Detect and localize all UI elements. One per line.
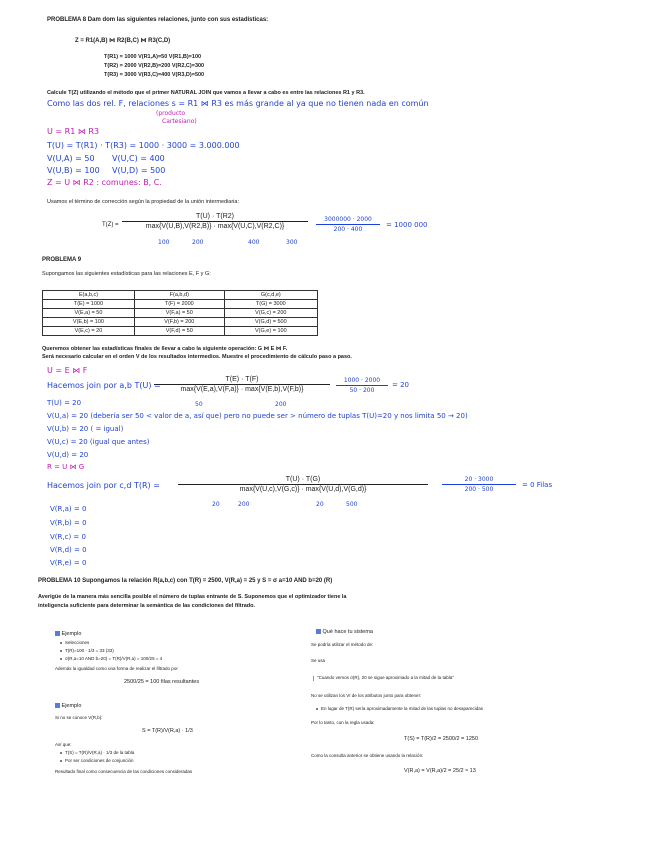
problem-9-title: PROBLEMA 9 xyxy=(42,257,82,263)
right-section-heading: Qué hace tu sistema xyxy=(316,629,373,635)
handwritten-line: Hacemos join por c,d T(R) = xyxy=(47,481,160,490)
handwritten-note: (producto xyxy=(156,110,186,117)
problem-9-question: Queremos obtener las estadísticas finales de llevar a cabo la siguiente operación: G ⋈ E ⋈ F. xyxy=(42,346,288,352)
handwritten-line: U = R1 ⋈ R3 xyxy=(47,127,100,136)
document-icon xyxy=(55,703,60,708)
handwritten-line: R = U ⋈ G xyxy=(47,463,85,471)
table-row: V(E,b) = 100 V(F,b) = 200 V(G,d) = 500 xyxy=(43,318,318,327)
handwritten-line: V(U,B) = 100 xyxy=(47,166,100,175)
statistics-table xyxy=(42,290,318,336)
left-list-item: Selecciones xyxy=(60,641,89,646)
left-value: 2500/25 = 100 filas resultantes xyxy=(124,679,200,685)
left-section-heading: Ejemplo xyxy=(55,703,81,709)
underline-value: 50 xyxy=(195,401,203,408)
handwritten-line: V(R,a) = 0 xyxy=(50,505,87,513)
right-label: Se usa xyxy=(311,658,326,663)
stats-r2: T(R2) = 2000 V(R2,B)=200 V(R2,C)=300 xyxy=(104,63,205,69)
formula-intro: Usamos el término de corrección según la propiedad de la unión intermediaria: xyxy=(47,199,239,205)
right-quote: "Cuando vemos σ(R), 20 se sigue aproximado a la mitad de la tabla" xyxy=(313,676,454,681)
formula-result-fraction: 20 · 3000 200 · 500 xyxy=(442,476,516,493)
handwritten-line: V(R,d) = 0 xyxy=(50,546,87,554)
right-intro: Se podría utilizar el método de: xyxy=(311,642,374,647)
right-note: No se utilizan los VI de los atributos junto para obtener: xyxy=(311,693,422,698)
formula-result: = 20 xyxy=(392,381,409,389)
handwritten-line: T(U) = T(R1) · T(R3) = 1000 · 3000 = 3.000.000 xyxy=(47,141,240,150)
formula-fraction: T(U) · T(G) max{V(U,c),V(G,c)} · max{V(U,d),V(G,d)} xyxy=(178,476,428,493)
table-row: T(E) = 1000 T(F) = 2000 T(G) = 3000 xyxy=(43,300,318,309)
right-calc-label: Por lo tanto, con la regla usada: xyxy=(311,720,375,725)
handwritten-line: V(R,b) = 0 xyxy=(50,519,87,527)
formula-result: = 1000 000 xyxy=(386,221,428,229)
handwritten-line: V(U,a) = 20 (debería ser 50 < valor de a, así que) pero no puede ser > número de tuplas T(U)=20 y nos limita 50 → 20) xyxy=(47,412,468,420)
handwritten-line: V(U,A) = 50 xyxy=(47,154,95,163)
right-calc: T(S) = T(R)/2 = 2500/2 = 1250 xyxy=(404,736,479,742)
handwritten-line: V(R,c) = 0 xyxy=(50,533,86,541)
table-row: V(E,c) = 20 V(F,d) = 50 V(G,e) = 100 xyxy=(43,327,318,336)
stats-r1: T(R1) = 1000 V(R1,A)=50 V(R1,B)=100 xyxy=(104,54,202,60)
underline-value: 200 xyxy=(192,239,204,246)
handwritten-line: V(U,d) = 20 xyxy=(47,451,89,459)
left-bottom: Resultado final como consecuencia de las condiciones consideradas xyxy=(55,769,193,774)
formula-result-fraction: 1000 · 2000 50 · 200 xyxy=(336,377,388,394)
left-list-item: Por ser condiciones de conjunción xyxy=(60,759,134,764)
formula-fraction: T(U) · T(R2) max{V(U,B),V(R2,B)} · max{V(U,C),V(R2,C)} xyxy=(122,213,308,230)
handwritten-line: T(U) = 20 xyxy=(47,399,82,407)
underline-value: 300 xyxy=(286,239,298,246)
handwritten-line: U = E ⋈ F xyxy=(47,366,88,375)
handwritten-line: V(U,D) = 500 xyxy=(112,166,166,175)
stats-r3: T(R3) = 3000 V(R3,C)=400 V(R3,D)=500 xyxy=(104,72,205,78)
problem-9-question: Será necesario calcular en el orden V de los resultados intermedios. Muestre el procedimiento de cálculo paso a paso. xyxy=(42,354,352,360)
problem-10-title: PROBLEMA 10 Supongamos la relación R(a,b,c) con T(R) = 2500, V(R,a) = 25 y S = σ a=10 AND b=20 (R) xyxy=(38,578,333,584)
handwritten-line: Hacemos join por a,b T(U) = xyxy=(47,381,161,390)
underline-value: 100 xyxy=(158,239,170,246)
underline-value: 20 xyxy=(212,501,220,508)
formula-fraction: T(E) · T(F) max{V(E,a),V(F,a)} · max{V(E,b),V(F,b)} xyxy=(154,376,330,393)
document-icon xyxy=(316,629,321,634)
problem-9-intro: Supongamos las siguientes estadísticas para las relaciones E, F y G: xyxy=(42,271,211,277)
underline-value: 500 xyxy=(346,501,358,508)
left-sub: Si no se conoce V(R,b): xyxy=(55,715,103,720)
tz-label: T(Z) = xyxy=(102,222,119,228)
document-icon xyxy=(55,631,60,636)
left-footer: Así que: xyxy=(55,742,72,747)
left-list-item: T(S) = T(R)/V(R,a) · 1/3 de la tabla xyxy=(60,751,134,756)
underline-value: 200 xyxy=(275,401,287,408)
underline-value: 400 xyxy=(248,239,260,246)
handwritten-line: V(R,e) = 0 xyxy=(50,559,87,567)
left-list-item: T(R)=100 · 1/3 = 33 (33) xyxy=(60,649,114,654)
join-expression: Z = R1(A,B) ⋈ R2(B,C) ⋈ R3(C,D) xyxy=(75,38,171,44)
table-header: F(a,b,d) xyxy=(134,291,224,300)
handwritten-line: V(U,c) = 20 (igual que antes) xyxy=(47,438,150,446)
table-header: G(c,d,e) xyxy=(224,291,317,300)
left-formula: S = T(R)/V(R,a) · 1/3 xyxy=(142,728,193,734)
handwritten-note: Cartesiano) xyxy=(162,118,197,125)
problem-10-question: inteligencia suficiente para determinar la semántica de las condiciones del filtrado. xyxy=(38,603,256,609)
handwritten-line: V(U,C) = 400 xyxy=(112,154,165,163)
left-section-heading: Ejemplo xyxy=(55,631,81,637)
handwritten-line: V(U,b) = 20 ( = igual) xyxy=(47,425,124,433)
left-list-item: σ(R,a=10 AND b=20) = T(R)/V(R,a) = 100/25 = 4 xyxy=(60,657,162,662)
right-calc2-label: Como la consulta anterior se obtiene usando la relación: xyxy=(311,753,424,758)
problem-10-question: Averigüe de la manera más sencilla posible el número de tuplas entrante de S. Suponemos que el optimizador tiene la xyxy=(38,594,347,600)
formula-result: = 0 Filas xyxy=(522,481,553,489)
underline-value: 200 xyxy=(238,501,250,508)
table-row: V(E,a) = 50 V(F,a) = 50 V(G,c) = 200 xyxy=(43,309,318,318)
underline-value: 20 xyxy=(316,501,324,508)
handwritten-line: Z = U ⋈ R2 : comunes: B, C. xyxy=(47,178,162,187)
formula-result-fraction: 3000000 · 2000 200 · 400 xyxy=(316,216,380,233)
problem-8-question: Calcule T(Z) utilizando el método que el primer NATURAL JOIN que vamos a llevar a cabo es entre las relaciones R1 y R3. xyxy=(47,90,365,96)
table-header: E(a,b,c) xyxy=(43,291,135,300)
right-calc2: V(R,a) = V(R,a)/2 = 25/2 ≈ 13 xyxy=(404,768,476,774)
left-note: Además la igualdad como una forma de realizar el filtrado por xyxy=(55,666,178,671)
right-bullet: En lugar de T(R) sería aproximadamente la mitad de las tuplas no desaparecidas xyxy=(316,707,483,712)
handwritten-line: Como las dos rel. F, relaciones s = R1 ⋈ R3 es más grande al ya que no tienen nada en común xyxy=(47,99,429,108)
problem-8-title: PROBLEMA 8 Dam dom las siguientes relaciones, junto con sus estadísticas: xyxy=(47,17,269,23)
